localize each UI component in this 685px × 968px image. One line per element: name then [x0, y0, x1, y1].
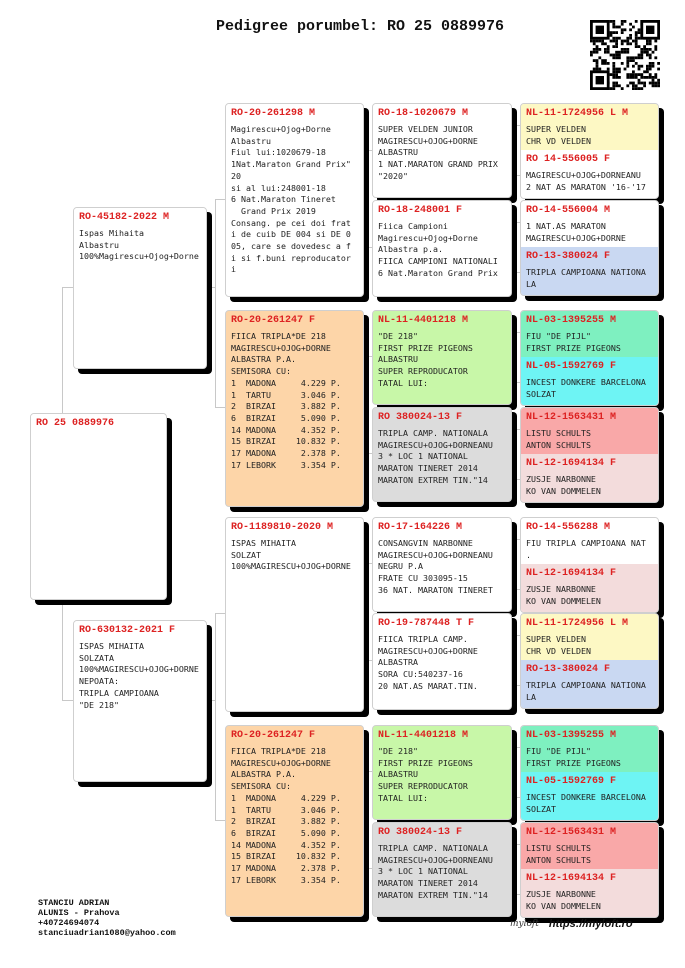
ancestor-card-content — [521, 614, 658, 660]
ring-number: NL-11-4401218 M — [378, 730, 469, 741]
ancestor-card-content — [521, 408, 658, 454]
ancestor-card-content — [373, 104, 511, 197]
ancestor-card[interactable] — [372, 407, 512, 502]
ancestor-card-content — [521, 104, 658, 150]
ring-number: RO-14-556004 M — [526, 205, 611, 216]
ancestor-card-content — [373, 201, 511, 296]
ancestor-notes: SUPER VELDEN CHR VD VELDEN — [526, 634, 591, 656]
ring-number: NL-12-1694134 F — [526, 873, 617, 884]
ancestor-notes: ZUSJE NARBONNE KO VAN DOMMELEN — [526, 584, 601, 606]
connector-line — [514, 429, 515, 479]
connector-line — [215, 820, 225, 821]
ancestor-notes: TRIPLA CAMP. NATIONALA MAGIRESCU+OJOG+DORNEANU 3 * LOC 1 NATIONAL MARATON TINERET 2014 MARATON EXTREM TIN."14 — [378, 428, 493, 485]
page-title: Pedigree porumbel: RO 25 0889976 — [215, 18, 505, 35]
ancestor-notes: LISTU SCHULTS ANTON SCHULTS — [526, 843, 591, 865]
ancestor-notes: "DE 218" FIRST PRIZE PIGEONS ALBASTRU SUPER REPRODUCATOR TATAL LUI: — [378, 331, 473, 388]
ring-number: RO-13-380024 F — [526, 251, 611, 262]
ancestor-card-content — [226, 311, 363, 506]
ring-number: RO 380024-13 F — [378, 827, 463, 838]
ancestor-card-content — [373, 518, 511, 611]
ancestor-card[interactable] — [372, 613, 512, 710]
ancestor-pair-card[interactable] — [520, 310, 659, 406]
ancestor-card-content — [521, 247, 658, 295]
ancestor-card[interactable] — [372, 103, 512, 198]
ancestor-notes: ZUSJE NARBONNE KO VAN DOMMELEN — [526, 889, 601, 911]
ancestor-notes: TRIPLA CAMPIOANA NATIONA LA — [526, 267, 646, 289]
owner-phone: +40724694074 — [38, 918, 100, 928]
ancestor-notes: FIICA TRIPLA*DE 218 MAGIRESCU+OJOG+DORNE ALBASTRA P.A. SEMISORA CU: 1 MADONA 4.229 P. 1 TARTU 3.046 P. 2 BIRZAI 3.882 P. 6 BIRZAI 5.090 P. 14 MADONA 4.352 P. 15 BIRZAI 10.832 P. 17 MADONA 2.378 P. 17 LEBORK 3.354 P. — [231, 746, 341, 885]
ancestor-card-content — [521, 772, 658, 820]
ancestor-card-content — [226, 726, 363, 916]
ancestor-notes: Magirescu+Ojog+Dorne Albastru Fiul lui:1020679-18 1Nat.Maraton Grand Prix" 20 si al lui:248001-18 6 Nat.Maraton Tineret Grand Prix 2019 Consang. pe cei doi frat i de cuib DE 004 si DE 0 05, care se dovedesc a f i si f.buni reproducator i — [231, 124, 351, 275]
ancestor-card-content — [226, 518, 363, 711]
ancestor-pair-card[interactable] — [520, 407, 659, 503]
ancestor-card[interactable] — [225, 103, 364, 297]
ring-number: NL-03-1395255 M — [526, 730, 617, 741]
owner-name: STANCIU ADRIAN — [38, 898, 110, 908]
ancestor-pair-card[interactable] — [520, 613, 659, 709]
ring-number: NL-12-1563431 M — [526, 827, 617, 838]
ring-number: RO-1189810-2020 M — [231, 522, 334, 533]
ancestor-notes: FIICA TRIPLA*DE 218 MAGIRESCU+OJOG+DORNE ALBASTRA P.A. SEMISORA CU: 1 MADONA 4.229 P. 1 TARTU 3.046 P. 2 BIRZAI 3.882 P. 6 BIRZAI 5.090 P. 14 MADONA 4.352 P. 15 BIRZAI 10.832 P. 17 MADONA 2.378 P. 17 LEBORK 3.354 P. — [231, 331, 341, 470]
connector-line — [514, 844, 515, 894]
ancestor-notes: ISPAS MIHAITA SOLZATA 100%MAGIRESCU+OJOG+DORNE NEPOATA: TRIPLA CAMPIOANA "DE 218" — [79, 641, 199, 710]
ring-number: RO-20-261247 F — [231, 730, 316, 741]
owner-info — [38, 898, 176, 938]
connector-line — [215, 613, 225, 614]
ancestor-notes: LISTU SCHULTS ANTON SCHULTS — [526, 428, 591, 450]
ring-number: RO 380024-13 F — [378, 412, 463, 423]
ancestor-notes: Fiica Campioni Magirescu+Ojog+Dorne Albastra p.a. FIICA CAMPIONI NATIONALI 6 Nat.Maraton Grand Prix — [378, 221, 498, 278]
connector-line — [514, 747, 515, 797]
ring-number: RO-19-787448 T F — [378, 618, 475, 629]
ancestor-pair-card[interactable] — [520, 200, 659, 296]
connector-line — [62, 700, 73, 701]
ancestor-card-content — [521, 518, 658, 564]
connector-line — [215, 613, 216, 820]
connector-line — [366, 150, 367, 247]
ancestor-card-content — [226, 104, 363, 296]
ancestor-notes: SUPER VELDEN JUNIOR MAGIRESCU+OJOG+DORNE ALBASTRU 1 NAT.MARATON GRAND PRIX "2020" — [378, 124, 498, 181]
connector-line — [215, 199, 216, 407]
connector-line — [514, 222, 515, 272]
myloft-logo: myloft — [510, 919, 539, 929]
ancestor-card-content — [74, 208, 206, 368]
ancestor-card-content — [74, 621, 206, 781]
ancestor-pair-card[interactable] — [520, 517, 659, 613]
ring-number: RO-14-556288 M — [526, 522, 611, 533]
ring-number: RO-20-261247 F — [231, 315, 316, 326]
ancestor-card-content — [521, 454, 658, 502]
ring-number: RO 25 0889976 — [36, 418, 115, 429]
ancestor-notes: "DE 218" FIRST PRIZE PIGEONS ALBASTRU SUPER REPRODUCATOR TATAL LUI: — [378, 746, 473, 803]
ancestor-notes: FIU "DE PIJL" FIRST PRIZE PIGEONS — [526, 746, 621, 768]
connector-line — [215, 199, 225, 200]
connector-line — [514, 539, 515, 589]
website-link[interactable]: https://myloft.ro — [548, 918, 633, 930]
ancestor-notes: TRIPLA CAMP. NATIONALA MAGIRESCU+OJOG+DORNEANU 3 * LOC 1 NATIONAL MARATON TINERET 2014 MARATON EXTREM TIN."14 — [378, 843, 493, 900]
ancestor-pair-card[interactable] — [520, 725, 659, 821]
ancestor-card-content — [373, 726, 511, 819]
ring-number: NL-03-1395255 M — [526, 315, 617, 326]
connector-line — [62, 287, 73, 288]
ring-number: NL-11-1724956 L M — [526, 618, 629, 629]
ancestor-notes: INCEST DONKERE BARCELONA SOLZAT — [526, 377, 646, 399]
ancestor-card[interactable] — [73, 620, 207, 782]
subject-card[interactable] — [30, 413, 167, 600]
ancestor-card-content — [521, 823, 658, 869]
ancestor-notes: SUPER VELDEN CHR VD VELDEN — [526, 124, 591, 146]
ring-number: NL-11-1724956 L M — [526, 108, 629, 119]
ring-number: RO-18-1020679 M — [378, 108, 469, 119]
owner-email[interactable]: stanciuadrian1080@yahoo.com — [38, 928, 176, 938]
ancestor-card[interactable] — [73, 207, 207, 369]
ancestor-card-content — [521, 726, 658, 772]
ancestor-card-content — [521, 660, 658, 708]
ring-number: NL-05-1592769 F — [526, 776, 617, 787]
ancestor-card-content — [521, 311, 658, 357]
ancestor-card-content — [373, 823, 511, 916]
ancestor-notes: CONSANGVIN NARBONNE MAGIRESCU+OJOG+DORNEANU NEGRU P.A FRATE CU 303095-15 36 NAT. MARATON TINERET — [378, 538, 493, 595]
ancestor-pair-card[interactable] — [520, 103, 659, 199]
ancestor-card[interactable] — [372, 822, 512, 917]
ancestor-card-content — [521, 201, 658, 247]
ancestor-card-content — [373, 614, 511, 709]
ring-number: NL-12-1563431 M — [526, 412, 617, 423]
ancestor-card-content — [521, 357, 658, 405]
ancestor-card-content — [521, 150, 658, 198]
brand — [510, 918, 633, 930]
ancestor-notes: INCEST DONKERE BARCELONA SOLZAT — [526, 792, 646, 814]
ring-number: RO 14-556005 F — [526, 154, 611, 165]
qr-code — [590, 20, 660, 90]
ancestor-notes: 1 NAT.AS MARATON MAGIRESCU+OJOG+DORNE — [526, 221, 626, 243]
ancestor-card[interactable] — [225, 517, 364, 712]
connector-line — [514, 635, 515, 685]
ancestor-card-content — [521, 869, 658, 917]
ancestor-card-content — [373, 311, 511, 404]
ancestor-notes: ISPAS MIHAITA SOLZAT 100%MAGIRESCU+OJOG+DORNE — [231, 538, 351, 572]
ring-number: RO-20-261298 M — [231, 108, 316, 119]
ancestor-card-content — [31, 414, 166, 599]
ring-number: RO-13-380024 F — [526, 664, 611, 675]
ancestor-card[interactable] — [372, 725, 512, 820]
connector-line — [366, 563, 367, 660]
ancestor-card-content — [373, 408, 511, 501]
ring-number: NL-12-1694134 F — [526, 568, 617, 579]
ring-number: NL-05-1592769 F — [526, 361, 617, 372]
connector-line — [215, 407, 225, 408]
ancestor-card[interactable] — [372, 310, 512, 405]
ancestor-notes: FIU "DE PIJL" FIRST PRIZE PIGEONS — [526, 331, 621, 353]
connector-line — [366, 771, 367, 868]
ring-number: RO-18-248001 F — [378, 205, 463, 216]
connector-line — [514, 125, 515, 175]
ring-number: NL-11-4401218 M — [378, 315, 469, 326]
ancestor-card[interactable] — [225, 725, 364, 917]
ancestor-notes: ZUSJE NARBONNE KO VAN DOMMELEN — [526, 474, 601, 496]
ring-number: RO-17-164226 M — [378, 522, 463, 533]
ancestor-pair-card[interactable] — [520, 822, 659, 918]
owner-location: ALUNIS - Prahova — [38, 908, 120, 918]
ancestor-card-content — [521, 564, 658, 612]
ring-number: RO-630132-2021 F — [79, 625, 176, 636]
ancestor-notes: Ispas Mihaita Albastru 100%Magirescu+Ojog+Dorne — [79, 228, 199, 262]
ancestor-notes: FIICA TRIPLA CAMP. MAGIRESCU+OJOG+DORNE ALBASTRA SORA CU:540237-16 20 NAT.AS MARAT.TIN. — [378, 634, 478, 691]
ancestor-card[interactable] — [372, 200, 512, 297]
connector-line — [514, 332, 515, 382]
ancestor-notes: TRIPLA CAMPIOANA NATIONA LA — [526, 680, 646, 702]
ring-number: NL-12-1694134 F — [526, 458, 617, 469]
ancestor-card[interactable] — [225, 310, 364, 507]
ancestor-notes: FIU TRIPLA CAMPIOANA NAT . — [526, 538, 646, 560]
ring-number: RO-45182-2022 M — [79, 212, 170, 223]
connector-line — [366, 356, 367, 453]
ancestor-card[interactable] — [372, 517, 512, 612]
ancestor-notes: MAGIRESCU+OJOG+DORNEANU 2 NAT AS MARATON '16-'17 — [526, 170, 646, 192]
